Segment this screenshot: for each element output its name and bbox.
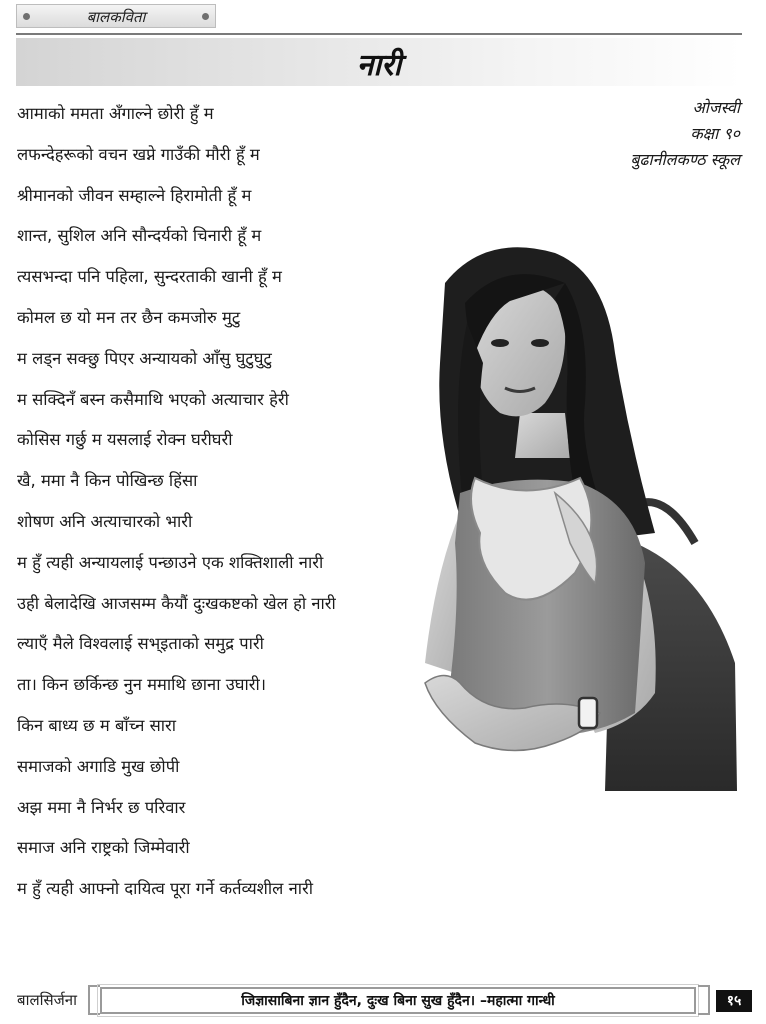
poem-line: म सक्दिनँ बस्न कसैमाथि भएको अत्याचार हेरी bbox=[17, 389, 289, 409]
author-block bbox=[630, 95, 740, 173]
title-band bbox=[16, 38, 742, 86]
footer-corner-ornament bbox=[698, 985, 710, 1015]
poem-line: श्रीमानको जीवन सम्हाल्ने हिरामोती हूँ म bbox=[17, 185, 252, 205]
poem-line: म हुँ त्यही आफ्नो दायित्व पूरा गर्ने कर्तव्यशील नारी bbox=[17, 879, 314, 899]
page-number: १५ bbox=[716, 990, 752, 1012]
bullet-icon bbox=[202, 13, 209, 20]
poem-line: त्यसभन्दा पनि पहिला, सुन्दरताकी खानी हूँ म bbox=[17, 267, 282, 287]
poem-line: आमाको ममता अँगाल्ने छोरी हुँ म bbox=[17, 104, 214, 123]
author-class: कक्षा ९० bbox=[690, 124, 740, 143]
poem-title: नारी bbox=[356, 48, 402, 83]
poem-line: अझ ममा नै निर्भर छ परिवार bbox=[17, 797, 186, 817]
author-school: बुढानीलकण्ठ स्कूल bbox=[630, 150, 740, 169]
poem-line: म हुँ त्यही अन्यायलाई पन्छाउने एक शक्तिशाली नारी bbox=[17, 552, 324, 572]
section-tab bbox=[16, 4, 216, 28]
poem-line: समाज अनि राष्ट्रको जिम्मेवारी bbox=[17, 838, 190, 858]
poem-line: उही बेलादेखि आजसम्म कैयौं दुःखकष्टको खेल हो नारी bbox=[17, 593, 336, 613]
poem-body bbox=[17, 102, 437, 918]
poem-line: ता। किन छर्किन्छ नुन ममाथि छाना उघारी। bbox=[17, 675, 267, 695]
poem-line: कोसिस गर्छु म यसलाई रोक्न घरीघरी bbox=[17, 430, 233, 450]
author-name: ओजस्वी bbox=[692, 98, 740, 117]
magazine-name: बालसिर्जना bbox=[17, 991, 77, 1009]
poem-line: ल्याएँ मैले विश्वलाई सभ्इताको समुद्र पारी bbox=[17, 634, 264, 654]
section-label: बालकविता bbox=[86, 8, 146, 26]
poem-line: लफन्देहरूको वचन खप्ने गाउँकी मौरी हूँ म bbox=[17, 144, 260, 164]
poem-line: शोषण अनि अत्याचारको भारी bbox=[17, 511, 193, 531]
footer-quote: जिज्ञासाबिना ज्ञान हुँदैन, दुःख बिना सुख हुँदैन। –महात्मा गान्धी bbox=[241, 993, 555, 1009]
header-rule bbox=[16, 33, 742, 35]
poem-line: किन बाध्य छ म बाँच्न सारा bbox=[17, 715, 177, 735]
woman-illustration bbox=[405, 243, 740, 793]
footer-corner-ornament bbox=[88, 985, 100, 1015]
poem-line: शान्त, सुशिल अनि सौन्दर्यको चिनारी हूँ म bbox=[17, 226, 262, 246]
poem-line: समाजको अगाडि मुख छोपी bbox=[17, 756, 180, 776]
footer-quote-frame bbox=[100, 987, 696, 1014]
poem-line: म लड्न सक्छु पिएर अन्यायको आँसु घुटुघुटु bbox=[17, 348, 272, 368]
poem-line: खै, ममा नै किन पोखिन्छ हिंसा bbox=[17, 471, 198, 491]
poem-line: कोमल छ यो मन तर छैन कमजोरु मुटु bbox=[17, 307, 241, 327]
